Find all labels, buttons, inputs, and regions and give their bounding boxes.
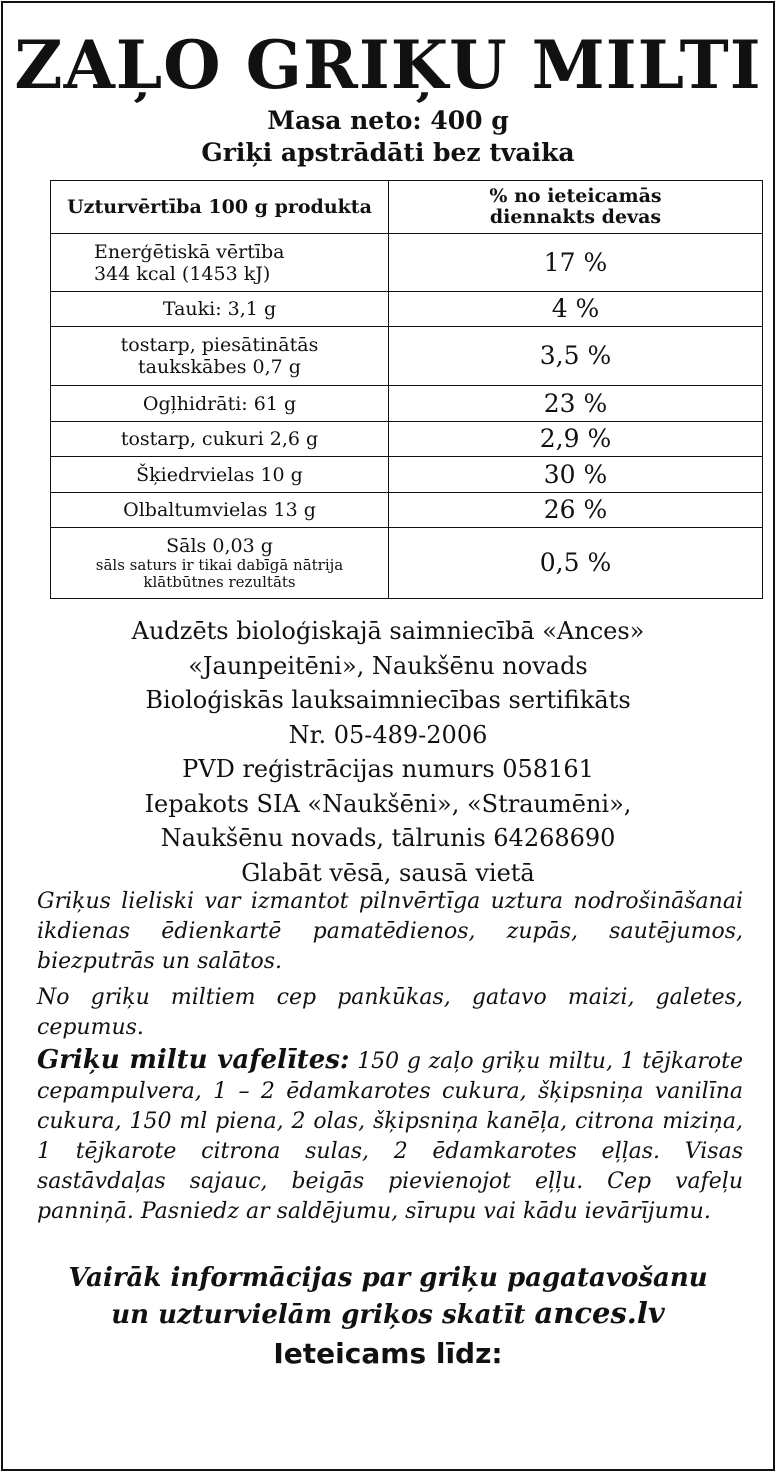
nutrition-header-left: Uzturvērtība 100 g produkta bbox=[51, 181, 389, 234]
nutrition-row-salt bbox=[51, 528, 763, 599]
nutrition-header-right bbox=[389, 181, 763, 234]
nutrition-row-carbs bbox=[51, 386, 763, 422]
more-info-line-2 bbox=[3, 1296, 773, 1333]
nutrition-value: 17 % bbox=[389, 234, 763, 292]
nutrition-value: 30 % bbox=[389, 457, 763, 493]
nutrition-table bbox=[50, 180, 763, 599]
usage-paragraph: Griķus lieliski var izmantot pilnvērtīga uztura nodrošināšanai ikdienas ēdienkartē pamatēdienos, zupās, sautējumos, biezputrās un salātos. bbox=[37, 889, 743, 974]
label-line-1: tostarp, piesātinātās bbox=[120, 334, 319, 356]
info-line: PVD reģistrācijas numurs 058161 bbox=[182, 755, 594, 783]
product-title: ZAĻO GRIĶU MILTI bbox=[14, 26, 762, 104]
nutrition-header-row bbox=[51, 181, 763, 234]
product-label bbox=[1, 1, 775, 1471]
label-line-1: Sāls 0,03 g bbox=[166, 535, 273, 557]
header-right-line-1: % no ieteicamās bbox=[489, 185, 662, 207]
info-line: Audzēts bioloģiskajā saimniecībā «Ances» bbox=[131, 617, 645, 645]
nutrition-value: 23 % bbox=[389, 386, 763, 422]
net-mass: Masa neto: 400 g bbox=[267, 106, 509, 135]
nutrition-value: 2,9 % bbox=[389, 422, 763, 457]
nutrition-value: 0,5 % bbox=[389, 528, 763, 599]
nutrition-value: 4 % bbox=[389, 292, 763, 327]
salt-note-line-1: sāls saturs ir tikai dabīgā nātrija bbox=[95, 556, 344, 574]
info-line: Bioloģiskās lauksaimniecības sertifikāts bbox=[145, 686, 631, 714]
salt-note-line-2: klātbūtnes rezultāts bbox=[143, 573, 296, 591]
info-line: Naukšēnu novads, tālrunis 64268690 bbox=[160, 824, 616, 852]
producer-info bbox=[3, 614, 773, 890]
nutrition-row-fiber bbox=[51, 457, 763, 493]
recipe-text: 150 g zaļo griķu miltu, 1 tējkarote cepampulvera, 1 – 2 ēdamkarotes cukura, šķipsniņa vanilīna cukura, 150 ml piena, 2 olas, šķipsniņa kanēļa, citrona miziņa, 1 tējkarote citrona sulas, 2 ēdamkarotes eļļas. Visas sastāvdaļas sajauc, beigās pievienojot eļļu. Cep vafeļu panniņā. Pasniedz ar saldējumu, sīrupu vai kādu ievārījumu. bbox=[37, 1049, 743, 1224]
nutrition-row-energy bbox=[51, 234, 763, 292]
recipe-title: Griķu miltu vafelītes: bbox=[37, 1045, 350, 1075]
nutrition-row-fat bbox=[51, 292, 763, 327]
info-line: Glabāt vēsā, sausā vietā bbox=[241, 858, 535, 887]
more-info bbox=[3, 1261, 773, 1333]
nutrition-label bbox=[51, 528, 389, 599]
nutrition-value: 26 % bbox=[389, 493, 763, 528]
baking-paragraph: No griķu miltiem cep pankūkas, gatavo maizi, galetes, cepumus. bbox=[37, 985, 743, 1040]
website-link[interactable]: ances.lv bbox=[534, 1296, 665, 1330]
recipe-paragraph bbox=[37, 1045, 743, 1227]
more-info-line-1: Vairāk informācijas par griķu pagatavošanu bbox=[68, 1263, 708, 1293]
label-line-1: Enerģētiskā vērtība bbox=[94, 240, 285, 263]
nutrition-label: Tauki: 3,1 g bbox=[51, 292, 389, 327]
nutrition-row-protein bbox=[51, 493, 763, 528]
label-line-2: taukskābes 0,7 g bbox=[138, 356, 301, 378]
info-line: «Jaunpeitēni», Naukšēnu novads bbox=[188, 651, 588, 680]
nutrition-value: 3,5 % bbox=[389, 327, 763, 386]
nutrition-row-saturated bbox=[51, 327, 763, 386]
best-before: Ieteicams līdz: bbox=[273, 1337, 503, 1370]
nutrition-label: Šķiedrvielas 10 g bbox=[51, 457, 389, 493]
nutrition-label bbox=[51, 234, 389, 292]
header-right-line-2: diennakts devas bbox=[489, 206, 662, 228]
more-info-text: un uzturvielām griķos skatīt bbox=[111, 1300, 526, 1330]
info-line: Iepakots SIA «Naukšēni», «Straumēni», bbox=[144, 789, 632, 818]
nutrition-label bbox=[51, 327, 389, 386]
nutrition-label: tostarp, cukuri 2,6 g bbox=[51, 422, 389, 457]
info-line: Nr. 05-489-2006 bbox=[288, 720, 488, 749]
processing-note: Griķi apstrādāti bez tvaika bbox=[201, 138, 575, 167]
label-line-2: 344 kcal (1453 kJ) bbox=[94, 262, 271, 285]
nutrition-label: Olbaltumvielas 13 g bbox=[51, 493, 389, 528]
nutrition-row-sugars bbox=[51, 422, 763, 457]
nutrition-label: Ogļhidrāti: 61 g bbox=[51, 386, 389, 422]
